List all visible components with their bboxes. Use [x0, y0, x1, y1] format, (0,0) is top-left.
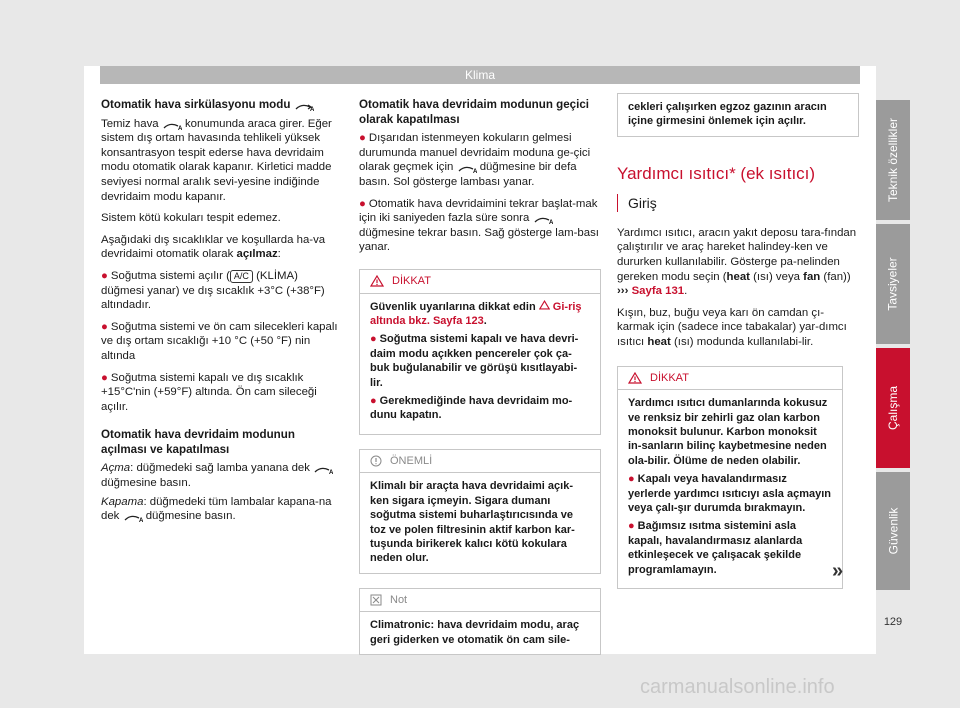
list-item: ● Gerekmediğinde hava devridaim mo-dunu kapatın. — [370, 394, 573, 422]
list-item: ● Soğutma sistemi kapalı ve hava devri-daim modu açıkken pencereler çok ça-buk buğulanabilir ve görüşü kısıtlayabi-lir. — [370, 333, 579, 389]
warning-body: Yardımcı ısıtıcı dumanlarında kokusuz ve renksiz bir zehirli gaz olan karbon monoksit bulunur. Karbon monoksit in-sanların bilinç kaybetmesine neden ola-bilir. Ölüme de neden olabilir. ● Kapalı veya havalandırmasız yerlerde yardımcı ısıtıcıyı asla açmayın veya çalı-şır durumda bırakmayın. ● Bağımsız ısıtma sistemini asla kapalı, havalandırmasız alanlarda etkinleşecek ve çalışacak şekilde programlamayın. — [628, 397, 832, 576]
info-circle-icon — [370, 455, 382, 467]
paragraph: Kışın, buz, buğu veya karı ön camdan çı-karmak için (sadece ince tabakalar) yar-dımcı ısıtıcı heat (ısı) modunda kullanılabi-lir. — [617, 306, 847, 348]
bullet-icon: ● — [359, 132, 366, 145]
warning-triangle-icon — [628, 372, 642, 384]
note-body-continued: cekleri çalışırken egzoz gazının aracın içine girmesini önlemek için açılır. — [628, 101, 827, 128]
section-title: Yardımcı ısıtıcı* (ek ısıtıcı) — [617, 163, 816, 183]
section-subtitle: Giriş — [617, 194, 859, 212]
paragraph: Aşağıdaki dış sıcaklıklar ve koşullarda ha-va devridaimi otomatik olarak açılmaz: — [101, 233, 326, 261]
paragraph: Sistem kötü kokuları tespit edemez. — [101, 212, 281, 225]
warning-triangle-icon — [370, 275, 384, 287]
warning-header: DİKKAT — [360, 270, 600, 294]
continue-arrow-icon: » — [832, 560, 844, 582]
section-bar — [617, 194, 618, 212]
note-body: Climatronic: hava devridaim modu, araç geri giderken ve otomatik ön cam sile- — [370, 619, 580, 646]
bullet-icon: ● — [359, 197, 366, 210]
bullet-icon: ● — [101, 269, 108, 282]
bullet-icon: ● — [101, 320, 108, 333]
side-tab-safety[interactable]: Güvenlik — [876, 472, 910, 590]
list-item: ● Dışarıdan istenmeyen kokuların gelmesi durumunda manuel devridaim moduna ge-çici olarak geçmek için A düğmesine bir defa basın. Sol gösterge lambası yanar. — [359, 132, 591, 188]
paragraph: Açma: düğmedeki sağ lamba yanana dek A düğmesine basın. — [101, 462, 334, 490]
list-item: ● Kapalı veya havalandırmasız yerlerde yardımcı ısıtıcıyı asla açmayın veya çalı-şır durumda bırakmayın. — [628, 473, 832, 514]
recirculation-icon — [294, 101, 314, 109]
list-item: ● Soğutma sistemi ve ön cam silecekleri kapalı ve dış ortam sıcaklığı +10 °C (+50 °F) nin altında — [101, 320, 338, 362]
recirculation-icon — [533, 214, 553, 225]
ac-button-icon: A/C — [230, 270, 253, 283]
side-tab-operation[interactable]: Çalışma — [876, 348, 910, 468]
paragraph: Kapama: düğmedeki tüm lambalar kapana-na dek A düğmesine basın. — [101, 495, 332, 523]
column-2 — [359, 98, 601, 669]
chapter-header: Klima — [100, 66, 860, 84]
warning-box — [617, 366, 843, 589]
warning-triangle-icon — [539, 301, 550, 313]
bullet-icon: ● — [628, 473, 635, 486]
note-box — [359, 588, 601, 655]
note-icon — [370, 594, 382, 606]
recirculation-icon — [123, 512, 143, 523]
recirculation-icon — [457, 163, 477, 174]
notice-body: Klimalı bir araçta hava devridaimi açık-ken sigara içmeyin. Sigara dumanı soğutma sistemi buharlaştırıcısında ve toz ve polen filtresinin aktif karbon kar-tuşunda birikerek kalıcı kötü kokulara neden olur. — [370, 480, 575, 565]
recirculation-icon — [162, 120, 182, 128]
note-box-continued — [617, 93, 859, 137]
list-item: ● Soğutma sistemi açılır ( A/C (KLİMA) düğmesi yanar) ve dış sıcaklık +3°C (+38°F) altındadır. — [101, 269, 325, 312]
note-header: Not — [360, 589, 600, 613]
bullet-icon: ● — [101, 371, 108, 384]
warning-box — [359, 269, 601, 435]
paragraph: Temiz hava A konumunda araca girer. Eğer sistem dış ortam havasında tehlikeli yüksek konsantrasyon tespit ederse hava devridaim modu otomatik olarak kapanır. Kirletici madde seviyesi normal aralık sevi-yesine indiğinde devridaim modu kapanır. — [101, 117, 332, 203]
bullet-icon: ● — [628, 520, 635, 533]
list-item: ● Soğutma sistemi kapalı ve dış sıcaklık +15°C'nin (+59°F) altında. Ön cam sileceği açılır. — [101, 371, 317, 413]
column-3 — [617, 93, 859, 603]
list-item: ● Otomatik hava devridaimini tekrar başlat-mak için iki saniyeden fazla süre sonra A düğmesine tekrar basın. Sağ gösterge lam-bası yanar. — [359, 197, 599, 254]
svg-text:A: A — [472, 169, 477, 174]
column-1 — [101, 98, 341, 531]
bullet-icon: ● — [370, 333, 377, 346]
heading-temporary-off: Otomatik hava devridaim modunun geçici olarak kapatılması — [359, 98, 589, 126]
recirculation-icon — [313, 464, 334, 475]
heading-toggle-recirculation: Otomatik hava devridaim modunun açılması ve kapatılması — [101, 428, 295, 456]
bullet-icon: ● — [370, 394, 377, 407]
warning-header: DİKKAT — [618, 367, 842, 391]
notice-header: ÖNEMLİ — [360, 450, 600, 474]
heading-auto-recirculation: Otomatik hava sirkülasyonu modu A — [101, 98, 314, 111]
svg-text:A: A — [177, 125, 182, 130]
watermark-text: carmanualsonline.info — [640, 676, 835, 698]
svg-text:A: A — [309, 106, 314, 111]
svg-text:A: A — [138, 518, 143, 523]
page-reference-link[interactable]: Gi-riş altında bkz. Sayfa 123 — [370, 300, 582, 327]
list-item: ● Bağımsız ısıtma sistemini asla kapalı, havalandırmasız alanlarda etkinleşecek ve çalışacak şekilde programlamayın. — [628, 520, 803, 576]
side-tab-technical[interactable]: Teknik özellikler — [876, 100, 910, 220]
side-tab-tips[interactable]: Tavsiyeler — [876, 224, 910, 344]
page-reference-link[interactable]: Sayfa 131 — [631, 285, 685, 298]
svg-text:A: A — [548, 220, 553, 225]
notice-box — [359, 449, 601, 574]
page-number: 129 — [883, 616, 903, 628]
svg-text:A: A — [329, 470, 334, 475]
paragraph: Yardımcı ısıtıcı, aracın yakıt deposu tara-fından çalıştırılır ve araç hareket halindey-ken ve dururken kullanılabilir. Gösterge pa-nelinden gereken modu seçin (heat (ısı) veya fan (fan)) ››› Sayfa 131. — [617, 226, 857, 298]
warning-body: Güvenlik uyarılarına dikkat edin Gi-riş altında bkz. Sayfa 123. ● Soğutma sistemi kapalı ve hava devri-daim modu açıkken pencereler çok ça-buk buğulanabilir ve görüşü kısıtlayabi-lir. ● Gerekmediğinde hava devridaim mo-dunu kapatın. — [360, 294, 600, 434]
